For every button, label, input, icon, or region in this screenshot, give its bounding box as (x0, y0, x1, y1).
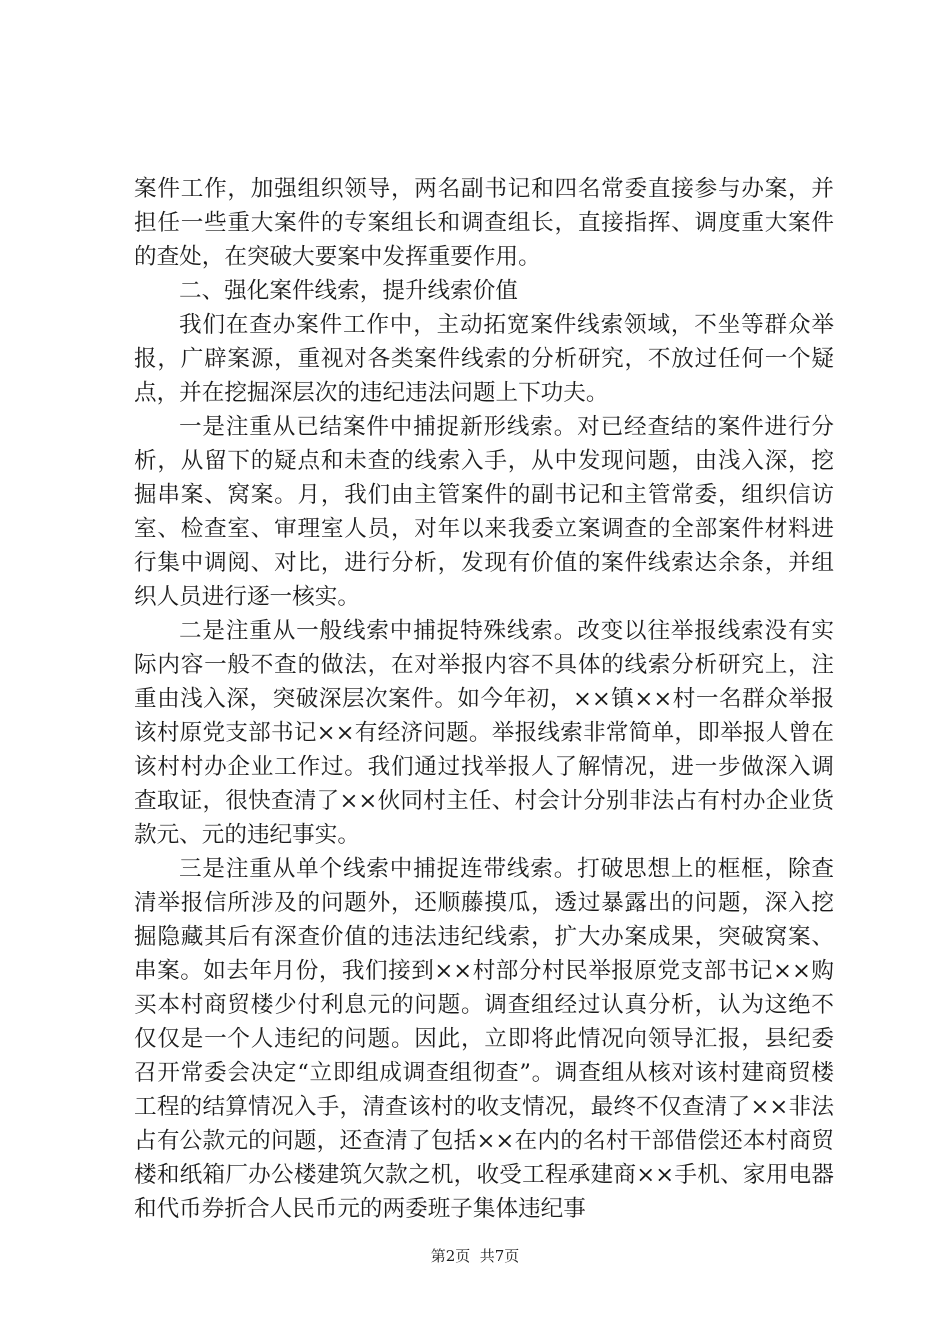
body-text (134, 172, 834, 1226)
paragraph-continuation: 案件工作，加强组织领导，两名副书记和四名常委直接参与办案，并担任一些重大案件的专案组长和调查组长，直接指挥、调度重大案件的查处，在突破大要案中发挥重要作用。 (134, 176, 834, 270)
paragraph: 一是注重从已结案件中捕捉新形线索。对已经查结的案件进行分析，从留下的疑点和未查的线索入手，从中发现问题，由浅入深，挖掘串案、窝案。月，我们由主管案件的副书记和主管常委，组织信访室、检查室、审理室人员，对年以来我委立案调查的全部案件材料进行集中调阅、对比，进行分析，发现有价值的案件线索达余条，并组织人员进行逐一核实。 (134, 414, 834, 610)
paragraph: 三是注重从单个线索中捕捉连带线索。打破思想上的框框，除查清举报信所涉及的问题外，还顺藤摸瓜，透过暴露出的问题，深入挖掘隐藏其后有深查价值的违法违纪线索，扩大办案成果，突破窝案、串案。如去年月份，我们接到××村部分村民举报原党支部书记××购买本村商贸楼少付利息元的问题。调查组经过认真分析，认为这绝不仅仅是一个人违纪的问题。因此，立即将此情况向领导汇报，县纪委召开常委会决定“立即组成调查组彻查”。调查组从核对该村建商贸楼工程的结算情况入手，清查该村的收支情况，最终不仅查清了××非法占有公款元的问题，还查清了包括××在内的名村干部借偿还本村商贸楼和纸箱厂办公楼建筑欠款之机，收受工程承建商××手机、家用电器和代币券折合人民币元的两委班子集体违纪事 (134, 856, 834, 1222)
page-footer: 第2页 共7页 (430, 1247, 520, 1265)
section-heading: 二、强化案件线索，提升线索价值 (179, 278, 518, 304)
paragraph: 二是注重从一般线索中捕捉特殊线索。改变以往举报线索没有实际内容一般不查的做法，在对举报内容不具体的线索分析研究上，注重由浅入深，突破深层次案件。如今年初，××镇××村一名群众举报该村原党支部书记××有经济问题。举报线索非常简单，即举报人曾在该村村办企业工作过。我们通过找举报人了解情况，进一步做深入调查取证，很快查清了××伙同村主任、村会计分别非法占有村办企业货款元、元的违纪事实。 (134, 618, 834, 848)
paragraph: 我们在查办案件工作中，主动拓宽案件线索领域，不坐等群众举报，广辟案源，重视对各类案件线索的分析研究，不放过任何一个疑点，并在挖掘深层次的违纪违法问题上下功夫。 (134, 312, 834, 406)
